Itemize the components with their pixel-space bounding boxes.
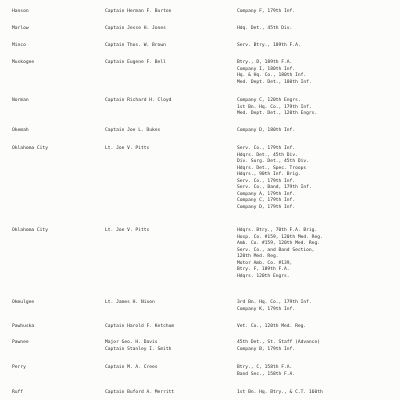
town-name: Perry [12, 365, 26, 370]
unit-line: Company I, 180th Inf. [237, 66, 296, 72]
unit-line: Amb. Co. #159, 120th Med. Reg. [237, 241, 320, 246]
town-name: Pawhuska [12, 324, 35, 329]
officer-name: Captain Richard H. Cloyd [105, 98, 172, 103]
unit-line: Hdqrs. Det., Spec. Troops [237, 165, 307, 171]
unit-line: Band Sec., 158th F.A. [237, 371, 296, 377]
unit-line: Hdq. Det., 45th Div. [237, 26, 293, 31]
town-name: Norman [12, 98, 29, 103]
town-name: Minco [12, 43, 26, 48]
unit-line: Btry. F, 189th F.A. [237, 267, 290, 272]
unit-line: 1st Bn. Hq. Co., 179th Inf. [237, 104, 312, 110]
town-name: Ruff [12, 390, 24, 395]
unit-line: Hdqrs. Btry., 70th F.A. Brig. [237, 228, 318, 233]
officer-name: Captain Joe L. Dukes [105, 128, 161, 133]
unit-line: Company C, 179th Inf. [237, 198, 296, 203]
unit-line: 3rd Bn. Hq. Co., 179th Inf. [237, 300, 312, 305]
unit-line: Hq. & Hq. Co., 180th Inf. [237, 73, 307, 78]
town-name: Okmulgee [12, 300, 35, 305]
unit-line: Btry., D, 189th F.A. [237, 60, 293, 65]
unit-line: Company B, 179th Inf. [237, 347, 296, 352]
officer-name: Lt. Joe V. Pitts [105, 228, 150, 233]
unit-line: Serv. Co., and Band Section, [237, 247, 315, 253]
unit-line: Company C, 120th Engrs. [237, 98, 301, 103]
officer-name: Captain Herman F. Burton [105, 9, 172, 14]
unit-line: Hdqrs. Det., 45th Div. [237, 152, 298, 158]
unit-line: 120th Med. Reg. [237, 254, 279, 259]
unit-line: Company A, 179th Inf. [237, 191, 296, 197]
unit-line: Div. Surg. Det., 45th Div. [237, 159, 309, 164]
unit-line: Serv. Btry., 189th F.A. [237, 43, 301, 48]
unit-line: Med. Dept. Det., 180th Inf. [237, 79, 312, 85]
unit-line: Company F, 179th Inf. [237, 9, 296, 14]
officer-name: Captain Harold F. Ketchum [105, 324, 175, 329]
unit-line: Vet. Co., 120th Med. Reg. [237, 324, 307, 329]
town-name: Hanson [12, 9, 29, 14]
unit-line: Motor Amb. Co. #139, [237, 260, 293, 266]
unit-line: Company K, 179th Inf. [237, 306, 296, 312]
officer-name: Major Geo. H. Davis [105, 340, 158, 345]
unit-line: 1st Bn. Hq. Btry., & C.T. 160th [237, 390, 323, 395]
town-name: Marlow [12, 26, 29, 31]
town-name: Pawnee [12, 340, 29, 345]
unit-line: Hdqrs. 120th Engrs. [237, 273, 290, 279]
unit-line: Serv. Co., 179th Inf. [237, 146, 296, 151]
town-name: Oklahoma City [12, 146, 48, 151]
unit-line: Serv. Co., Band, 179th Inf. [237, 185, 312, 190]
town-name: Okemah [12, 128, 29, 133]
officer-name: Captain Thos. W. Brown [105, 43, 166, 48]
officer-name: Captain Eugene F. Bell [105, 60, 166, 65]
officer-name: Captain Jesse H. Jones [105, 26, 166, 31]
officer-name: Captain M. A. Crees [105, 365, 158, 370]
unit-line: Serv. Co., 179th Inf. [237, 178, 296, 184]
officer-name: Lt. James H. Nixon [105, 300, 155, 305]
officer-name: Captain Buford A. Merritt [105, 390, 175, 395]
unit-line: Company D, 179th Inf. [237, 204, 296, 210]
unit-line: 45th Det., St. Staff (Advance) [237, 340, 320, 345]
unit-line: Btry., C, 158th F.A. [237, 365, 293, 370]
officer-name: Captain Stanley I. Smith [105, 347, 172, 352]
officer-name: Lt. Joe V. Pitts [105, 146, 150, 151]
unit-line: Hdqrs., 90th Inf. Brig. [237, 172, 301, 177]
unit-line: Company D, 180th Inf. [237, 128, 296, 133]
unit-line: Hosp. Co. #159, 120th Med. Reg. [237, 234, 323, 240]
town-name: Muskogee [12, 60, 35, 65]
town-name: Oklahoma City [12, 228, 48, 233]
unit-line: Med. Dept. Det., 120th Engrs. [237, 111, 318, 116]
